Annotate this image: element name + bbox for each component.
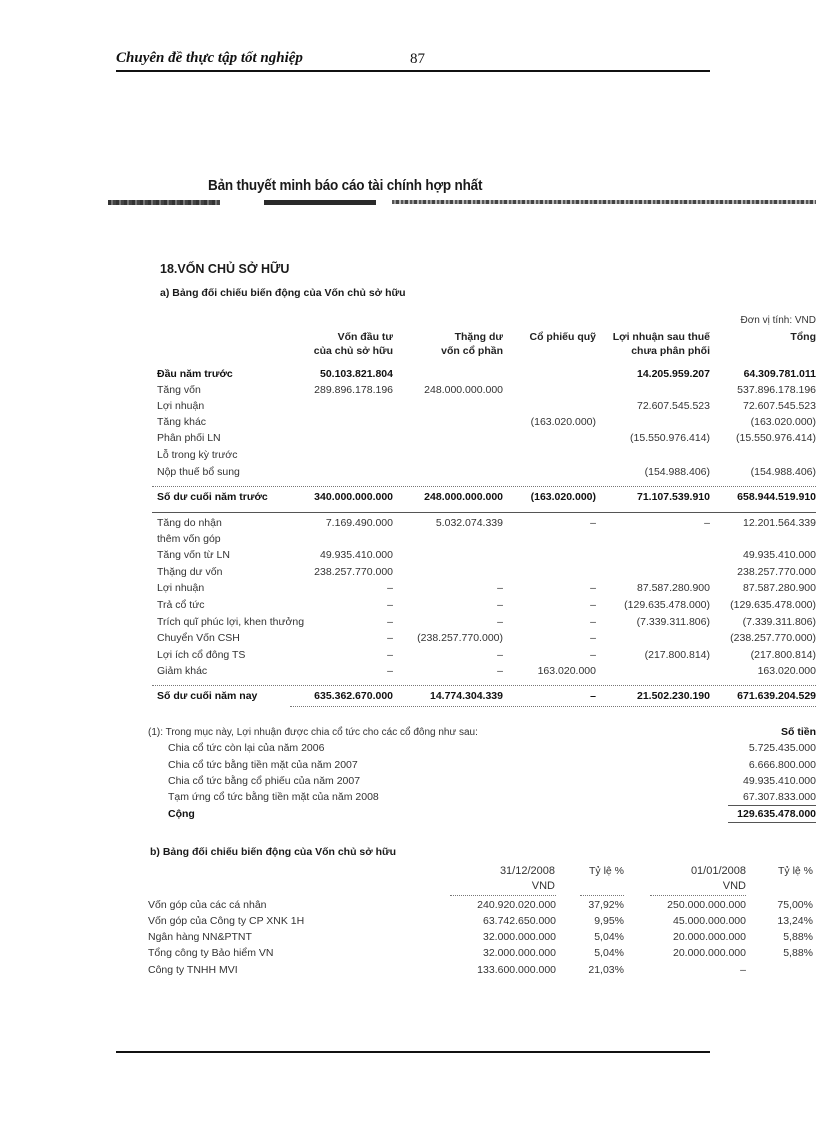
- table-rule: [152, 486, 816, 487]
- table-cell: –: [387, 632, 393, 644]
- table-cell: (15.550.976.414): [736, 432, 816, 444]
- table-cell: –: [590, 690, 596, 702]
- table-cell: –: [387, 616, 393, 628]
- table-cell: 250.000.000.000: [667, 899, 746, 911]
- table-cell: –: [497, 599, 503, 611]
- table-cell: 32.000.000.000: [483, 931, 556, 943]
- table-cell: 45.000.000.000: [673, 915, 746, 927]
- note-amount-header: Số tiền: [780, 726, 816, 738]
- row-label: Trả cổ tức: [157, 599, 205, 611]
- table-cell: –: [387, 665, 393, 677]
- table-cell: 5,04%: [594, 947, 624, 959]
- total-rule: [728, 822, 816, 823]
- table-cell: 49.935.410.000: [320, 549, 393, 561]
- row-label: Lỗ trong kỳ trước: [157, 449, 238, 461]
- table-cell: 289.896.178.196: [314, 384, 393, 396]
- total-rule: [728, 805, 816, 806]
- table-cell: (163.020.000): [750, 416, 816, 428]
- table-cell: –: [590, 632, 596, 644]
- table-cell: 163.020.000: [537, 665, 596, 677]
- rule: [650, 895, 746, 896]
- page-number: 87: [410, 51, 425, 67]
- table-cell: 340.000.000.000: [314, 491, 393, 503]
- col-header-line: Cổ phiếu quỹ: [529, 331, 596, 343]
- table-rule: [152, 685, 816, 686]
- col-header-line: Thặng dư: [454, 331, 503, 343]
- col-header-line: vốn cổ phần: [441, 345, 503, 357]
- col-header-line: Vốn đầu tư: [337, 331, 393, 343]
- part-b-title: b) Bảng đối chiếu biến động của Vốn chủ sở hữu: [150, 846, 397, 858]
- table-cell: 20.000.000.000: [673, 947, 746, 959]
- table-cell: –: [387, 599, 393, 611]
- col-unit-2: VND: [722, 880, 746, 892]
- note-total-label: Cộng: [168, 808, 195, 820]
- note-intro: (1): Trong mục này, Lợi nhuận được chia cổ tức cho các cổ đông như sau:: [148, 727, 478, 738]
- table-cell: 72.607.545.523: [743, 400, 816, 412]
- note-item-amount: 49.935.410.000: [743, 775, 816, 787]
- row-label: Lợi ích cổ đông TS: [157, 649, 246, 661]
- col-date-2: 01/01/2008: [690, 865, 746, 877]
- row-label: Vốn góp của Công ty CP XNK 1H: [148, 915, 305, 927]
- table-cell: 248.000.000.000: [424, 384, 503, 396]
- table-cell: –: [387, 649, 393, 661]
- table-cell: (7.339.311.806): [742, 616, 816, 628]
- table-cell: 5.032.074.339: [435, 517, 503, 529]
- table-cell: –: [704, 517, 710, 529]
- table-cell: 238.257.770.000: [737, 566, 816, 578]
- row-label: Nộp thuế bổ sung: [157, 466, 240, 478]
- note-item-amount: 67.307.833.000: [743, 791, 816, 803]
- row-label: Vốn góp của các cá nhân: [148, 899, 267, 911]
- note-item-label: Tạm ứng cổ tức bằng tiền mặt của năm 2008: [168, 791, 379, 803]
- table-cell: 635.362.670.000: [314, 690, 393, 702]
- col-header-share-premium: [400, 330, 503, 358]
- document-title: Chuyên đề thực tập tốt nghiệp: [116, 50, 303, 66]
- table-cell: 21.502.230.190: [637, 690, 710, 702]
- table-cell: –: [590, 517, 596, 529]
- table-cell: 87.587.280.900: [637, 582, 710, 594]
- table-cell: 9,95%: [594, 915, 624, 927]
- table-cell: 248.000.000.000: [424, 491, 503, 503]
- table-cell: –: [497, 649, 503, 661]
- row-label: Chuyển Vốn CSH: [157, 632, 240, 644]
- row-label: Lợi nhuận: [157, 582, 205, 594]
- table-cell: 671.639.204.529: [737, 690, 816, 702]
- row-label: Phân phối LN: [157, 432, 221, 444]
- table-cell: 21,03%: [588, 964, 624, 976]
- header-rule: [116, 70, 710, 72]
- col-header-line: Lợi nhuận sau thuế: [612, 331, 710, 343]
- row-label: Tăng vốn từ LN: [157, 549, 230, 561]
- table-cell: –: [590, 649, 596, 661]
- row-label: Đầu năm trước: [157, 368, 233, 380]
- col-date-1: 31/12/2008: [499, 865, 555, 877]
- table-cell: –: [497, 665, 503, 677]
- row-label: Lợi nhuận: [157, 400, 205, 412]
- table-cell: 32.000.000.000: [483, 947, 556, 959]
- page-header: [116, 48, 710, 72]
- table-cell: –: [590, 616, 596, 628]
- table-cell: (217.800.814): [644, 649, 710, 661]
- note-total-amount: 129.635.478.000: [737, 808, 816, 820]
- col-pct-2: Tỷ lệ %: [777, 865, 813, 877]
- table-cell: 50.103.821.804: [320, 368, 393, 380]
- part-a-title: a) Bảng đối chiếu biến động của Vốn chủ sở hữu: [160, 287, 406, 299]
- table-cell: –: [497, 616, 503, 628]
- table-cell: 75,00%: [777, 899, 813, 911]
- table-rule: [152, 512, 816, 513]
- banner-stripe: [392, 200, 816, 204]
- table-cell: (154.988.406): [644, 466, 710, 478]
- table-cell: 49.935.410.000: [743, 549, 816, 561]
- row-label: Trích quĩ phúc lợi, khen thưởng: [157, 616, 305, 628]
- col-header-owner-capital: [290, 330, 393, 358]
- rule: [580, 895, 624, 896]
- row-label: Số dư cuối năm nay: [157, 690, 258, 702]
- table-cell: (129.635.478.000): [730, 599, 816, 611]
- table-cell: 20.000.000.000: [673, 931, 746, 943]
- banner-stripe: [108, 200, 220, 205]
- col-header-total: [720, 330, 816, 344]
- table-cell: 537.896.178.196: [737, 384, 816, 396]
- col-header-line: Tổng: [790, 331, 816, 343]
- note-item-amount: 6.666.800.000: [748, 759, 816, 771]
- table-cell: –: [590, 599, 596, 611]
- row-label: Tăng do nhận: [157, 517, 222, 529]
- table-cell: (163.020.000): [530, 491, 596, 503]
- table-cell: 163.020.000: [757, 665, 816, 677]
- banner-title: Bản thuyết minh báo cáo tài chính hợp nhất: [208, 177, 483, 194]
- col-header-line: chưa phân phối: [631, 345, 710, 357]
- table-cell: –: [590, 582, 596, 594]
- row-label: Tăng khác: [157, 416, 207, 428]
- table-cell: 64.309.781.011: [743, 368, 816, 380]
- table-cell: 5,04%: [594, 931, 624, 943]
- table-cell: 13,24%: [777, 915, 813, 927]
- table-cell: 71.107.539.910: [637, 491, 710, 503]
- table-cell: (238.257.770.000): [417, 632, 503, 644]
- col-header-treasury-shares: [510, 330, 596, 344]
- table-cell: 240.920.020.000: [477, 899, 556, 911]
- table-cell: 238.257.770.000: [314, 566, 393, 578]
- note-item-label: Chia cổ tức còn lại của năm 2006: [168, 742, 325, 754]
- table-cell: 133.600.000.000: [477, 964, 556, 976]
- note-item-label: Chia cổ tức bằng cổ phiếu của năm 2007: [168, 775, 361, 787]
- table-cell: (154.988.406): [750, 466, 816, 478]
- table-cell: –: [740, 964, 746, 976]
- table-cell: (15.550.976.414): [630, 432, 710, 444]
- row-label: thêm vốn góp: [157, 533, 221, 545]
- note-item-amount: 5.725.435.000: [748, 742, 816, 754]
- table-cell: (7.339.311.806): [636, 616, 710, 628]
- table-cell: –: [497, 582, 503, 594]
- table-cell: (129.635.478.000): [624, 599, 710, 611]
- unit-label: Đơn vị tính: VND: [740, 315, 816, 326]
- footer-rule: [116, 1051, 710, 1053]
- table-cell: 14.774.304.339: [430, 690, 503, 702]
- banner-stripe: [264, 200, 376, 205]
- table-cell: 72.607.545.523: [637, 400, 710, 412]
- table-cell: 14.205.959.207: [637, 368, 710, 380]
- row-label: Tổng công ty Bảo hiểm VN: [148, 947, 274, 959]
- col-header-line: của chủ sở hữu: [313, 345, 393, 357]
- table-cell: 658.944.519.910: [737, 491, 816, 503]
- table-cell: (238.257.770.000): [730, 632, 816, 644]
- row-label: Thặng dư vốn: [157, 566, 223, 578]
- note-item-label: Chia cổ tức bằng tiền mặt của năm 2007: [168, 759, 358, 771]
- table-cell: 5,88%: [783, 947, 813, 959]
- section-title: 18.VỐN CHỦ SỞ HỮU: [160, 262, 290, 276]
- col-header-retained-earnings: [600, 330, 710, 358]
- col-unit-1: VND: [531, 880, 555, 892]
- table-cell: –: [387, 582, 393, 594]
- table-cell: (217.800.814): [750, 649, 816, 661]
- row-label: Số dư cuối năm trước: [157, 491, 268, 503]
- rule: [450, 895, 556, 896]
- table-cell: 5,88%: [783, 931, 813, 943]
- row-label: Giảm khác: [157, 665, 208, 677]
- row-label: Tăng vốn: [157, 384, 201, 396]
- col-pct-1: Tỷ lệ %: [588, 865, 624, 877]
- row-label: Ngân hàng NN&PTNT: [148, 931, 252, 943]
- table-cell: 12.201.564.339: [743, 517, 816, 529]
- row-label: Công ty TNHH MVI: [148, 964, 238, 976]
- table-cell: 7.169.490.000: [325, 517, 393, 529]
- table-cell: 87.587.280.900: [743, 582, 816, 594]
- table-rule: [290, 706, 816, 707]
- table-cell: 63.742.650.000: [483, 915, 556, 927]
- table-cell: 37,92%: [588, 899, 624, 911]
- table-cell: (163.020.000): [530, 416, 596, 428]
